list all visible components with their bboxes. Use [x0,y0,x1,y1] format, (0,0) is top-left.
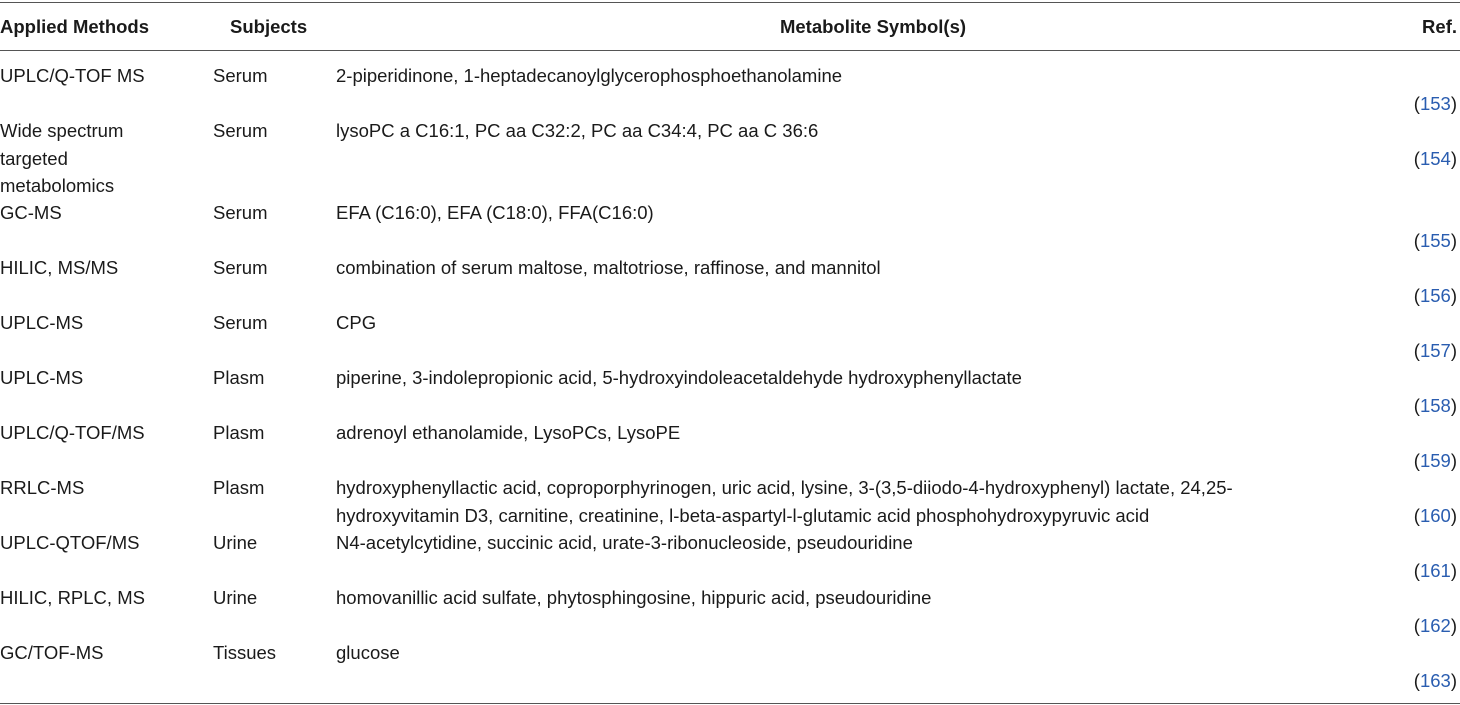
applied-method: GC-MS [0,202,62,223]
ref-cell: (157) [1413,340,1457,361]
ref-cell: (153) [1413,93,1457,114]
subject: Serum [213,65,268,86]
applied-method: GC/TOF-MS [0,642,104,663]
ref-link[interactable]: 156 [1419,285,1451,306]
header-bottom-rule [0,50,1460,51]
ref-cell: (162) [1413,615,1457,636]
ref-cell: (159) [1413,450,1457,471]
ref-link[interactable]: 159 [1419,450,1451,471]
ref-cell: (154) [1413,148,1457,169]
metabolite-symbols: 2-piperidinone, 1-heptadecanoylglycerophosphoethanolamine [336,65,843,86]
ref-link[interactable]: 154 [1419,148,1451,169]
ref-link[interactable]: 162 [1419,615,1451,636]
applied-method: UPLC-MS [0,367,84,388]
applied-method: HILIC, MS/MS [0,257,119,278]
table-top-rule [0,2,1460,3]
metabolite-symbols: EFA (C16:0), EFA (C18:0), FFA(C16:0) [336,202,654,223]
ref-cell: (160) [1413,505,1457,526]
subject: Serum [213,257,268,278]
subject: Tissues [213,642,277,663]
metabolite-symbols: lysoPC a C16:1, PC aa C32:2, PC aa C34:4, PC aa C 36:6 [336,120,819,141]
ref-link[interactable]: 163 [1419,670,1451,691]
ref-cell: (158) [1413,395,1457,416]
metabolite-symbols: CPG [336,312,377,333]
applied-method: RRLC-MS [0,477,85,498]
ref-link[interactable]: 158 [1419,395,1451,416]
metabolite-symbols: adrenoyl ethanolamide, LysoPCs, LysoPE [336,422,681,443]
applied-method: UPLC/Q-TOF MS [0,65,145,86]
applied-method: UPLC-MS [0,312,84,333]
subject: Serum [213,202,268,223]
metabolite-symbols: hydroxyphenyllactic acid, coproporphyrinogen, uric acid, lysine, 3-(3,5-diiodo-4-hydroxyphenyl) lactate, 24,25-hydroxyvitamin D3, carnitine, creatinine, l-beta-aspartyl-l-glutamic acid phosphohydroxypyruvic acid [336,477,1233,526]
ref-link[interactable]: 153 [1419,93,1451,114]
subject: Urine [213,587,258,608]
ref-link[interactable]: 161 [1419,560,1451,581]
subject: Serum [213,120,268,141]
ref-link[interactable]: 157 [1419,340,1451,361]
ref-cell: (161) [1413,560,1457,581]
applied-method: HILIC, RPLC, MS [0,587,145,608]
subject: Plasm [213,422,265,443]
header-metabolite-symbols: Metabolite Symbol(s) [779,16,967,37]
metabolite-symbols: N4-acetylcytidine, succinic acid, urate-3-ribonucleoside, pseudouridine [336,532,913,553]
table-bottom-rule [0,703,1460,704]
ref-cell: (163) [1413,670,1457,691]
metabolite-symbols: piperine, 3-indolepropionic acid, 5-hydroxyindoleacetaldehyde hydroxyphenyllactate [336,367,1022,388]
header-ref: Ref. [1422,16,1457,37]
ref-cell: (156) [1413,285,1457,306]
header-subjects: Subjects [230,16,308,37]
metabolite-symbols: glucose [336,642,400,663]
subject: Urine [213,532,258,553]
metabolite-symbols: homovanillic acid sulfate, phytosphingosine, hippuric acid, pseudouridine [336,587,932,608]
applied-method: UPLC/Q-TOF/MS [0,422,145,443]
subject: Plasm [213,477,265,498]
applied-method: UPLC-QTOF/MS [0,532,140,553]
ref-cell: (155) [1413,230,1457,251]
applied-method: Wide spectrum targeted metabolomics [0,120,124,196]
header-applied-methods: Applied Methods [0,16,150,37]
ref-link[interactable]: 155 [1419,230,1451,251]
ref-link[interactable]: 160 [1419,505,1451,526]
metabolite-symbols: combination of serum maltose, maltotriose, raffinose, and mannitol [336,257,881,278]
subject: Serum [213,312,268,333]
subject: Plasm [213,367,265,388]
